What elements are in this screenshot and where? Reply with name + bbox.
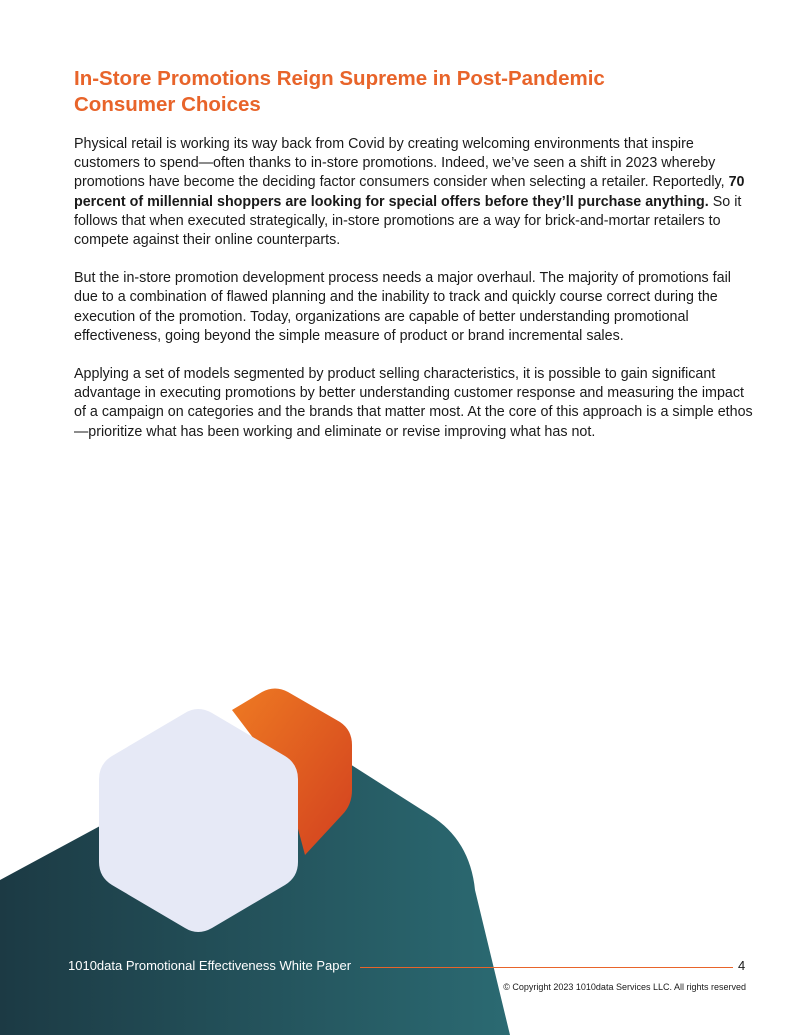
copyright-notice: © Copyright 2023 1010data Services LLC. All rights reserved xyxy=(503,982,746,992)
title-line-1: In-Store Promotions Reign Supreme in Post-Pandemic xyxy=(74,67,605,90)
paragraph-2: But the in-store promotion development process needs a major overhaul. The majority of promotions fail due to a combination of flawed planning and the inability to track and quickly course correct during the execution of the promotion. Today, organizations are capable of better understanding promotional effectiveness, going beyond the simple measure of product or brand incremental sales. xyxy=(74,270,731,344)
paragraph-1-highlight: 70 percent of millennial shoppers are looking for special offers before they’ll purchase anything. xyxy=(74,174,745,210)
paragraph-1-text: Physical retail is working its way back from Covid by creating welcoming environments that inspire customers to spend—often thanks to in-store promotions. Indeed, we’ve seen a shift in 2023 whereby promotions have become the deciding factor consumers consider when selecting a retailer. Reportedly, xyxy=(74,136,729,191)
footer-title: 1010data Promotional Effectiveness White Paper xyxy=(68,958,352,973)
page-number: 4 xyxy=(738,958,746,973)
paragraph-1-text-end: So it follows that when executed strategically, in-store promotions are a way for brick-and-mortar retailers to compete against their online counterparts. xyxy=(74,193,742,249)
main-content xyxy=(74,66,754,461)
paragraph-1 xyxy=(74,135,754,250)
footer-divider xyxy=(360,967,733,968)
title-line-2: Consumer Choices xyxy=(74,93,261,116)
paragraph-3: Applying a set of models segmented by product selling characteristics, it is possible to gain significant advantage in executing promotions by better understanding customer response and measuring the impact of a campaign on categories and the brands that matter most. At the core of this approach is a simple ethos—prioritize what has been working and eliminate or revise improving what has not. xyxy=(74,366,753,440)
page-title xyxy=(74,66,754,118)
